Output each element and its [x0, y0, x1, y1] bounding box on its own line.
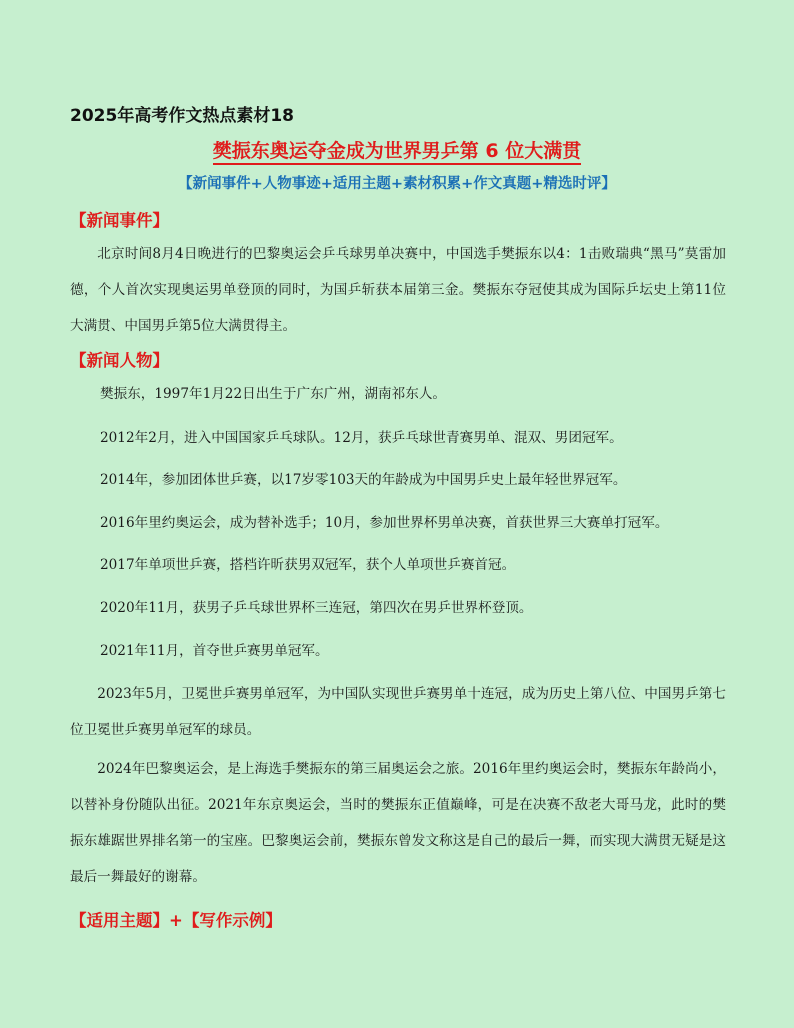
person-line: 樊振东，1997年1月22日出生于广东广州，湖南祁东人。 — [100, 386, 447, 402]
section-heading-news-event: 【新闻事件】 — [70, 211, 169, 230]
page-title — [0, 136, 794, 163]
page-subtitle: 【新闻事件+人物事迹+适用主题+素材积累+作文真题+精选时评】 — [178, 176, 616, 192]
person-paragraph-2023: 2023年5月，卫冕世乒赛男单冠军，为中国队实现世乒赛男单十连冠，成为历史上第八位、中国男乒第七位卫冕世乒赛男单冠军的球员。 — [70, 686, 726, 738]
person-paragraph-2024: 2024年巴黎奥运会，是上海选手樊振东的第三届奥运会之旅。2016年里约奥运会时，樊振东年龄尚小，以替补身份随队出征。2021年东京奥运会，当时的樊振东正值巅峰，可是在决赛不敌老大哥马龙，此时的樊振东雄踞世界排名第一的宝座。巴黎奥运会前，樊振东曾发文称这是自己的最后一舞，而实现大满贯无疑是这最后一舞最好的谢幕。 — [70, 761, 726, 885]
person-line: 2017年单项世乒赛，搭档许昕获男双冠军，获个人单项世乒赛首冠。 — [100, 557, 516, 573]
news-event-paragraph: 北京时间8月4日晚进行的巴黎奥运会乒乓球男单决赛中，中国选手樊振东以4：1击败瑞典“黑马”莫雷加德，个人首次实现奥运男单登顶的同时，为国乒斩获本届第三金。樊振东夺冠使其成为国际乒坛史上第11位大满贯、中国男乒第5位大满贯得主。 — [70, 246, 726, 334]
doc-label: 2025年高考作文热点素材18 — [70, 106, 294, 126]
person-line: 2021年11月，首夺世乒赛男单冠军。 — [100, 643, 329, 659]
person-line: 2012年2月，进入中国国家乒乓球队。12月，获乒乓球世青赛男单、混双、男团冠军。 — [100, 430, 623, 446]
section-heading-themes: 【适用主题】+【写作示例】 — [70, 911, 282, 930]
person-line: 2016年里约奥运会，成为替补选手；10月，参加世界杯男单决赛，首获世界三大赛单打冠军。 — [100, 515, 669, 531]
person-line: 2014年，参加团体世乒赛，以17岁零103天的年龄成为中国男乒史上最年轻世界冠军。 — [100, 472, 627, 488]
page-title-text: 樊振东奥运夺金成为世界男乒第 6 位大满贯 — [213, 140, 581, 165]
section-heading-news-person: 【新闻人物】 — [70, 351, 169, 370]
person-line: 2020年11月，获男子乒乓球世界杯三连冠，第四次在男乒世界杯登顶。 — [100, 600, 533, 616]
